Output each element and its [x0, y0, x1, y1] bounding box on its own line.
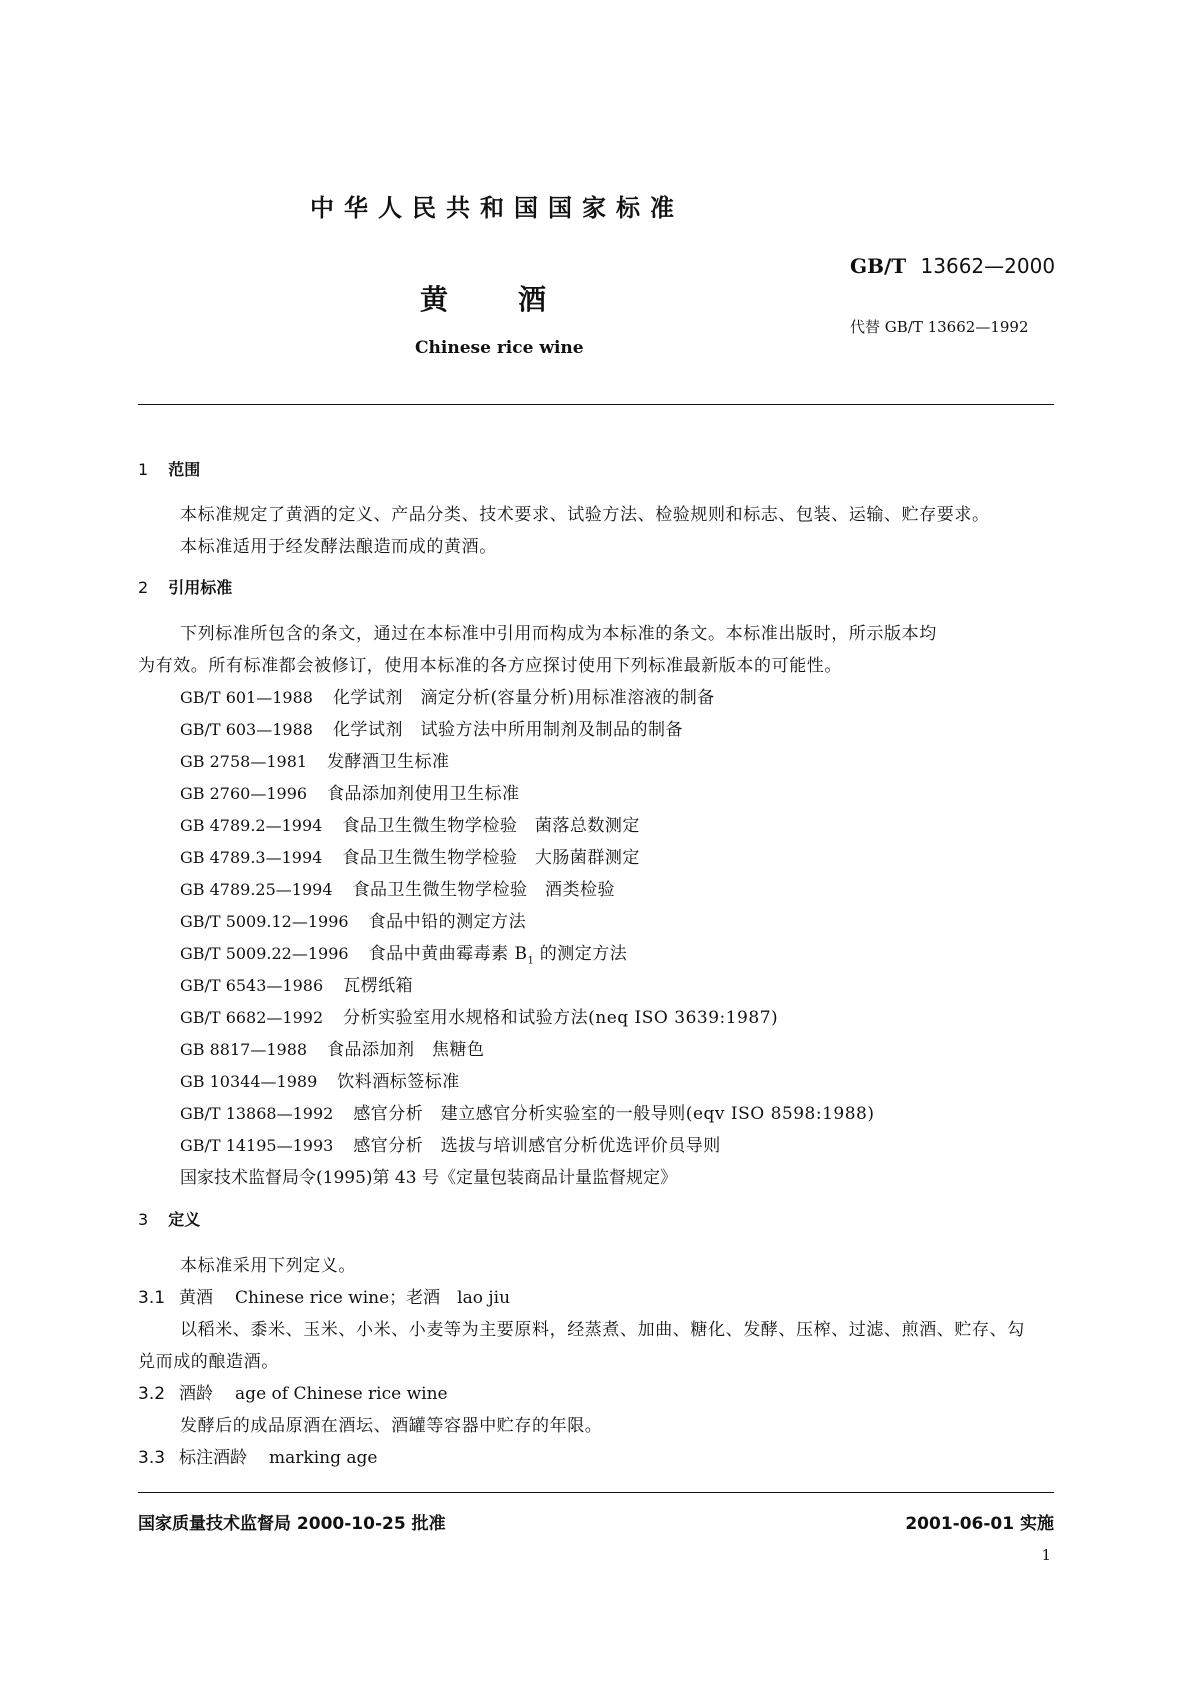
reference-item — [180, 747, 450, 772]
replaces-note: 代替 GB/T 13662—1992 — [850, 318, 1029, 336]
definition-term: 标注酒龄 — [179, 1448, 248, 1468]
section-number: 1 — [138, 460, 149, 479]
reference-code: GB 8817—1988 — [180, 1040, 308, 1059]
reference-item — [180, 939, 627, 966]
definition-term: 黄酒 — [179, 1288, 214, 1308]
reference-code: GB 2760—1996 — [180, 784, 308, 803]
reference-item — [180, 811, 640, 836]
reference-item — [180, 779, 520, 804]
reference-code: GB/T 6543—1986 — [180, 976, 324, 995]
footer-divider — [138, 1492, 1054, 1493]
definition-number: 3.3 — [138, 1448, 166, 1468]
section-3-intro: 本标准采用下列定义。 — [180, 1256, 356, 1276]
reference-code: GB/T 14195—1993 — [180, 1136, 334, 1155]
reference-item — [180, 971, 413, 996]
reference-title: 感官分析 建立感官分析实验室的一般导则(eqv ISO 8598:1988) — [353, 1104, 875, 1124]
section-2-heading — [138, 575, 232, 598]
standard-number: 13662—2000 — [920, 254, 1056, 278]
section-title: 定义 — [168, 1210, 201, 1229]
reference-item — [180, 875, 615, 900]
reference-title: 发酵酒卫生标准 — [327, 752, 450, 772]
reference-title: 饮料酒标签标准 — [337, 1072, 460, 1092]
reference-code: GB 10344—1989 — [180, 1072, 318, 1091]
org-title: 中华人民共和国国家标准 — [310, 194, 684, 222]
reference-title: 化学试剂 滴定分析(容量分析)用标准溶液的制备 — [332, 688, 715, 708]
page-number: 1 — [1041, 1546, 1051, 1564]
reference-title: 食品添加剂使用卫生标准 — [327, 784, 520, 804]
section-1-heading — [138, 457, 200, 480]
reference-title: 食品中黄曲霉毒素 B — [368, 944, 528, 964]
reference-title: 感官分析 选拔与培训感官分析优选评价员导则 — [353, 1136, 721, 1156]
section-2-para-line-1: 下列标准所包含的条文，通过在本标准中引用而构成为本标准的条文。本标准出版时，所示版本均 — [180, 624, 937, 644]
subscript: 1 — [527, 955, 534, 967]
reference-title: 食品中铅的测定方法 — [368, 912, 527, 932]
reference-title: 食品卫生微生物学检验 大肠菌群测定 — [342, 848, 640, 868]
reference-item — [180, 1099, 874, 1124]
reference-code: GB/T 13868—1992 — [180, 1104, 334, 1123]
approval-line: 国家质量技术监督局 2000-10-25 批准 — [138, 1514, 446, 1534]
reference-item — [180, 1035, 485, 1060]
section-1-para-1: 本标准规定了黄酒的定义、产品分类、技术要求、试验方法、检验规则和标志、包装、运输、贮存要求。 — [180, 505, 990, 525]
reference-item — [180, 1131, 721, 1156]
section-number: 3 — [138, 1210, 149, 1229]
section-1-para-2: 本标准适用于经发酵法酿造而成的黄酒。 — [180, 537, 497, 557]
reference-code: GB 4789.2—1994 — [180, 816, 323, 835]
section-title: 范围 — [168, 460, 201, 479]
reference-decree: 国家技术监督局令(1995)第 43 号《定量包装商品计量监督规定》 — [180, 1168, 677, 1188]
section-number: 2 — [138, 578, 149, 597]
reference-item — [180, 1067, 460, 1092]
definition-term: 酒龄 — [179, 1384, 214, 1404]
section-title: 引用标准 — [168, 578, 233, 597]
reference-item — [180, 1003, 778, 1028]
reference-title: 食品卫生微生物学检验 酒类检验 — [352, 880, 616, 900]
definition-term-en: marking age — [269, 1448, 378, 1468]
reference-title: 瓦楞纸箱 — [343, 976, 414, 996]
standard-prefix: GB/T — [850, 254, 907, 278]
definition-term-en: age of Chinese rice wine — [235, 1384, 448, 1404]
reference-title: 分析实验室用水规格和试验方法(neq ISO 3639:1987) — [343, 1008, 779, 1028]
section-2-para-line-2: 为有效。所有标准都会被修订，使用本标准的各方应探讨使用下列标准最新版本的可能性。 — [138, 656, 842, 676]
reference-code: GB/T 5009.22—1996 — [180, 944, 349, 963]
reference-code: GB/T 5009.12—1996 — [180, 912, 349, 931]
reference-item — [180, 907, 526, 932]
reference-code: GB 4789.25—1994 — [180, 880, 333, 899]
document-title-en: Chinese rice wine — [415, 338, 584, 358]
reference-item — [180, 843, 640, 868]
reference-title-tail: 的测定方法 — [533, 944, 628, 964]
reference-code: GB 2758—1981 — [180, 752, 308, 771]
reference-code: GB 4789.3—1994 — [180, 848, 323, 867]
definition-term-en: Chinese rice wine；老酒 lao jiu — [235, 1288, 511, 1308]
definition-3-1-text-line-1: 以稻米、黍米、玉米、小米、小麦等为主要原料，经蒸煮、加曲、糖化、发酵、压榨、过滤、煎酒、贮存、勾 — [180, 1320, 1025, 1340]
definition-3-3-heading — [138, 1443, 377, 1468]
reference-title: 食品添加剂 焦糖色 — [327, 1040, 485, 1060]
reference-title: 食品卫生微生物学检验 菌落总数测定 — [342, 816, 640, 836]
header-divider — [138, 404, 1054, 405]
reference-title: 化学试剂 试验方法中所用制剂及制品的制备 — [332, 720, 683, 740]
reference-code: GB/T 6682—1992 — [180, 1008, 324, 1027]
reference-item — [180, 715, 683, 740]
implementation-date: 2001-06-01 实施 — [905, 1514, 1054, 1534]
reference-code: GB/T 603—1988 — [180, 720, 313, 739]
standard-code — [850, 254, 1055, 278]
reference-code: GB/T 601—1988 — [180, 688, 313, 707]
definition-3-1-heading — [138, 1283, 510, 1308]
reference-item — [180, 683, 715, 708]
document-title-cn: 黄酒 — [420, 283, 617, 316]
section-3-heading — [138, 1207, 200, 1230]
definition-3-2-heading — [138, 1379, 448, 1404]
definition-3-1-text-line-2: 兑而成的酿造酒。 — [138, 1352, 279, 1372]
definition-number: 3.1 — [138, 1288, 166, 1308]
definition-number: 3.2 — [138, 1384, 166, 1404]
definition-3-2-text: 发酵后的成品原酒在酒坛、酒罐等容器中贮存的年限。 — [180, 1416, 603, 1436]
